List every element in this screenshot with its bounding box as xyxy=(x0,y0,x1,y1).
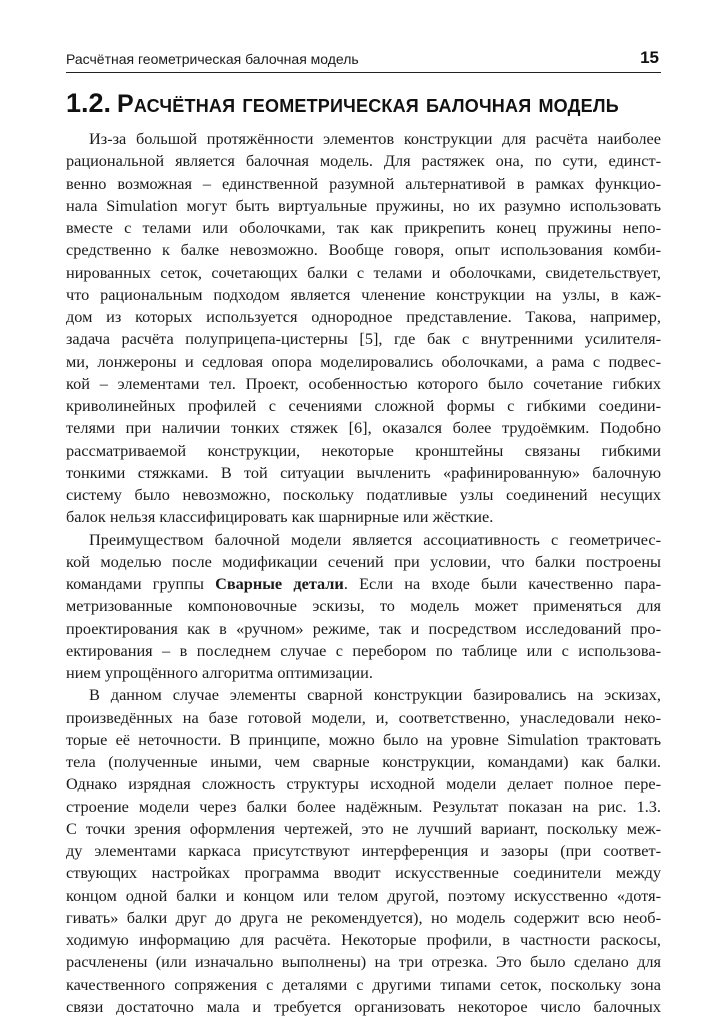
text-line: торые её неточности. В принципе, можно было на уровне Simulation трактовать xyxy=(66,729,661,749)
text-line: систему было невозможно, поскольку податливые узлы соединений несущих xyxy=(66,485,661,504)
text-line: балок нельзя классифицировать как шарнирные или жёсткие. xyxy=(66,507,494,527)
text-line: строение модели через балки более надёжным. Результат показан на рис. 1.3. xyxy=(66,796,661,816)
text-line: тела (полученные иными, чем сварные конструкции, командами) как балки. xyxy=(66,752,661,771)
text-line: рассматриваемой конструкции, некоторые кронштейны связаны гибкими xyxy=(66,440,661,460)
text-line: кой – элементами тел. Проект, особенностью которого было сочетание гибких xyxy=(66,373,661,393)
text-line: средственно к балке невозможно. Вообще говоря, опыт использования комби- xyxy=(66,240,661,260)
text-line: Преимуществом балочной модели является ассоциативность с геометричес- xyxy=(89,529,661,549)
text-line: нала Simulation могут быть виртуальные пружины, но их разумно использовать xyxy=(66,195,661,215)
paragraph-1 xyxy=(66,128,661,529)
text-line: концом одной балки и концом или телом другой, поэтому искусственно «дотя- xyxy=(66,885,661,905)
text-line: качественного сопряжения с деталями с другими типами сеток, поскольку зона xyxy=(66,974,661,994)
text-line: рациональной является балочная модель. Для растяжек она, по сути, единст- xyxy=(66,151,661,171)
section-title: Расчётная геометрическая балочная модель xyxy=(117,90,619,118)
text-line: В данном случае элементы сварной конструкции базировались на эскизах, xyxy=(89,685,661,705)
text-line: тонкими стяжками. В той ситуации вычленить «рафинированную» балочную xyxy=(66,462,661,482)
text-line: венно возможная – единственной разумной альтернативой в рамках функцио- xyxy=(66,173,661,193)
text-line: ду элементами каркаса присутствуют интерференция и зазоры (при соответ- xyxy=(66,841,661,860)
text-line: ектирования – в последнем случае с перебором по таблице или с использова- xyxy=(66,640,661,660)
running-title: Расчётная геометрическая балочная модель xyxy=(66,51,359,67)
text-run: командами группы xyxy=(66,574,216,593)
text-line: криволинейных профилей с сечениями сложной формы с гибкими соедини- xyxy=(66,396,661,415)
section-heading xyxy=(66,88,666,119)
text-line: метризованные компоновочные эскизы, то модель может применяться для xyxy=(66,596,661,616)
paragraph-2 xyxy=(66,529,661,685)
section-number: 1.2. xyxy=(66,88,112,118)
text-line: что рациональным подходом является членение конструкции на узлы, в каж- xyxy=(66,284,661,304)
text-line: ходимую информацию для расчёта. Некоторые профили, в частности раскосы, xyxy=(66,930,661,949)
text-line: С точки зрения оформления чертежей, это не лучший вариант, поскольку меж- xyxy=(66,818,661,838)
running-header xyxy=(66,46,661,73)
text-line: гивать» балки друг до друга не рекомендуется), но модель содержит всю необ- xyxy=(66,907,661,927)
text-line: нированных сеток, сочетающих балки с телами и оболочками, свидетельствует, xyxy=(66,262,661,282)
body-text xyxy=(66,128,661,1018)
text-line: произведённых на базе готовой модели, и, соответственно, унаследовали неко- xyxy=(66,707,661,727)
text-line xyxy=(66,573,661,595)
text-line: задача расчёта полуприцепа-цистерны [5], где бак с внутренними усилителя- xyxy=(66,329,661,349)
text-run: . Если на входе были качественно пара- xyxy=(343,574,662,593)
text-line: проектирования как в «ручном» режиме, так и посредством исследований про- xyxy=(66,618,661,638)
text-line: вместе с телами или оболочками, так как прикрепить конец пружины непо- xyxy=(66,218,661,237)
bold-term: Сварные детали xyxy=(215,574,344,593)
text-line: расчленены (или изначально выполнены) на три отрезка. Это было сделано для xyxy=(66,952,661,972)
text-line: связи достаточно мала и требуется организовать некоторое число балочных xyxy=(66,996,661,1016)
text-line: ми, лонжероны и седловая опора моделировались оболочками, а рама с подвес- xyxy=(66,351,661,371)
text-line: кой моделью после модификации сечений при условии, что балки построены xyxy=(66,551,661,571)
text-line: Однако изрядная сложность структуры исходной модели делает полное пере- xyxy=(66,774,661,794)
text-line: нием упрощённого алгоритма оптимизации. xyxy=(66,663,373,682)
text-line: Из-за большой протяжённости элементов конструкции для расчёта наиболее xyxy=(89,129,661,148)
text-line: дом из которых используется однородное представление. Такова, например, xyxy=(66,307,661,326)
text-line: ствующих настройках программа вводит искусственные соединители между xyxy=(66,863,661,883)
text-line: телями при наличии тонких стяжек [6], оказался более трудоёмким. Подобно xyxy=(66,418,661,438)
paragraph-3 xyxy=(66,684,661,1018)
page-number: 15 xyxy=(640,48,659,67)
